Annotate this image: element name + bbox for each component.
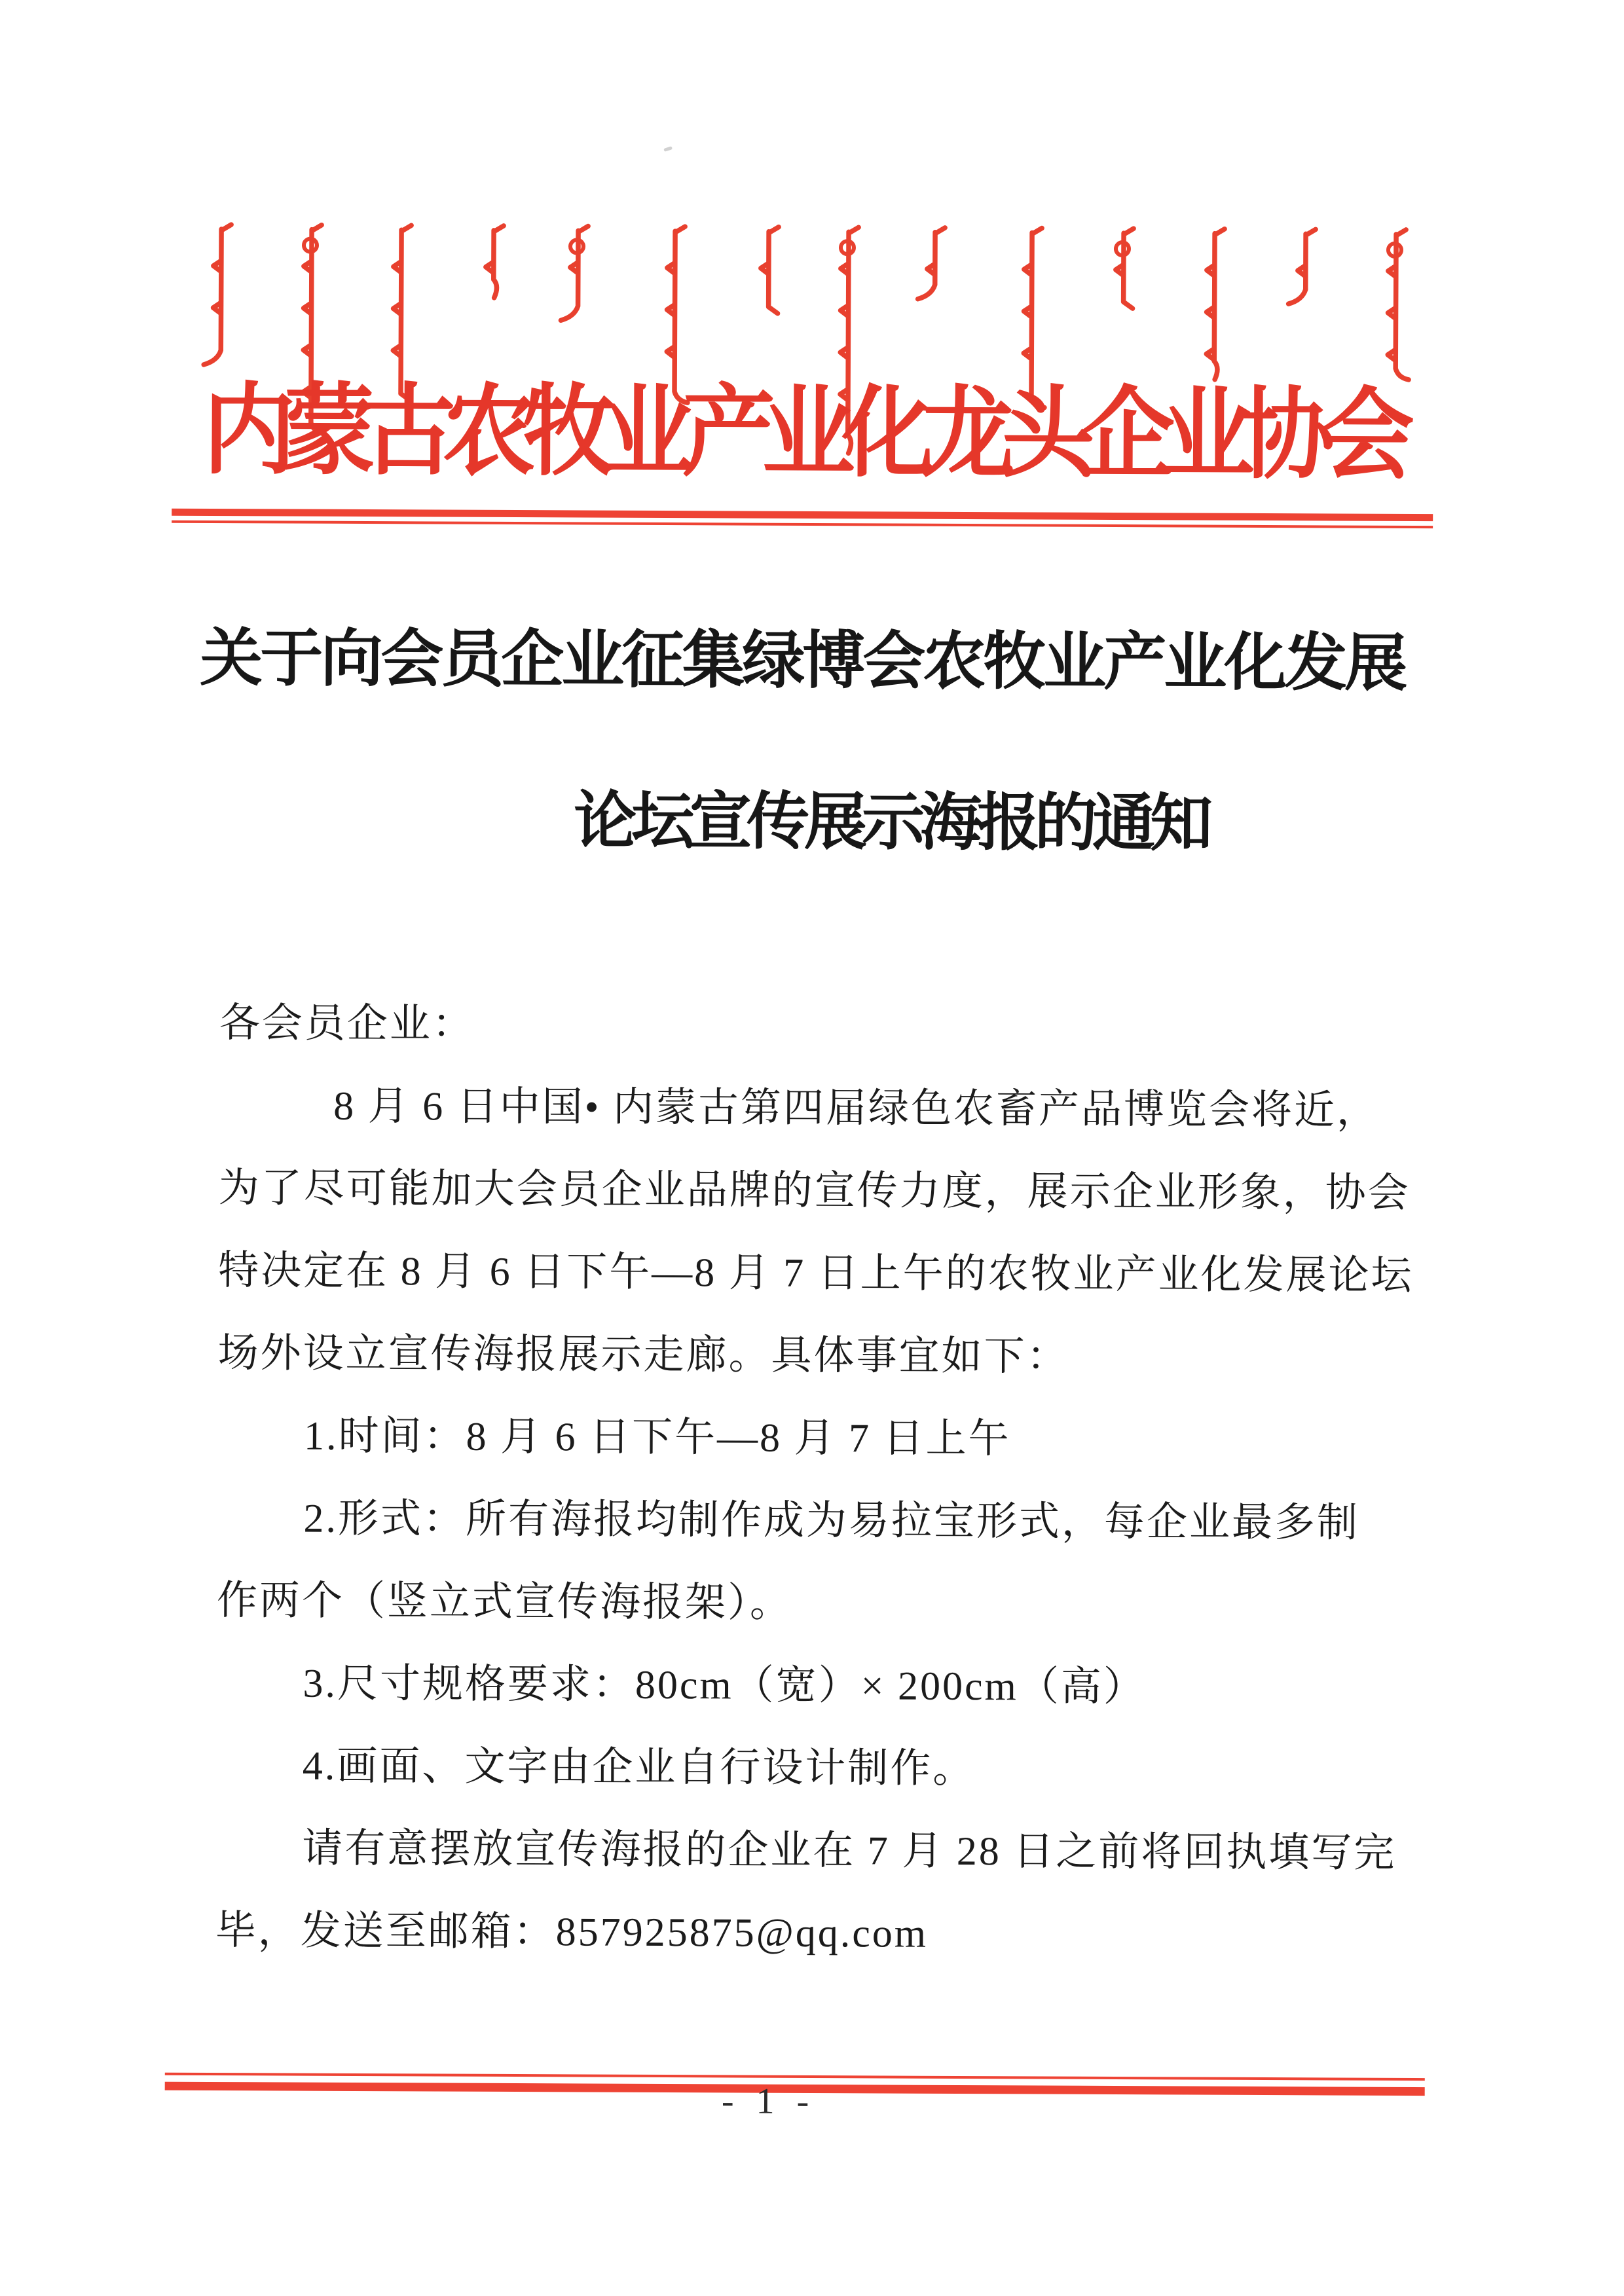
page-number: - 1 - [721,2081,816,2123]
body-line: 8 月 6 日中国• 内蒙古第四届绿色农畜产品博览会将近， [333,1084,1380,1133]
body-line: 各会员企业： [219,1001,475,1047]
body-line: 2.形式：所有海报均制作成为易拉宝形式，每企业最多制 [303,1496,1360,1546]
document-title-line1: 关于向会员企业征集绿博会农牧业产业化发展 [200,623,1405,699]
org-name-title: 内蒙古农牧业产业化龙头企业协会 [202,375,1402,492]
body-text [215,982,1414,1977]
body-line: 3.尺寸规格要求：80cm（宽）× 200cm（高） [303,1661,1147,1710]
header-rule-thin [172,520,1433,528]
body-line: 请有意摆放宣传海报的企业在 7 月 28 日之前将回执填写完 [302,1826,1397,1876]
body-line: 为了尽可能加大会员企业品牌的宣传力度，展示企业形象，协会 [218,1166,1411,1216]
body-line: 特决定在 8 月 6 日下午—8 月 7 日上午的农牧业产业化发展论坛 [218,1248,1414,1299]
body-line: 作两个（竖立式宣传海报架）。 [216,1578,793,1626]
body-line: 场外设立宣传海报展示走廊。具体事宜如下： [217,1331,1069,1379]
scan-artifact [663,146,673,152]
body-line: 毕，发送至邮箱：857925875@qq.com [215,1908,929,1956]
body-line: 4.画面、文字由企业自行设计制作。 [302,1743,976,1792]
header-rule-thick [172,509,1433,521]
body-line: 1.时间：8 月 6 日下午—8 月 7 日上午 [303,1413,1011,1462]
document-title-line2: 论坛宣传展示海报的通知 [573,786,1208,859]
